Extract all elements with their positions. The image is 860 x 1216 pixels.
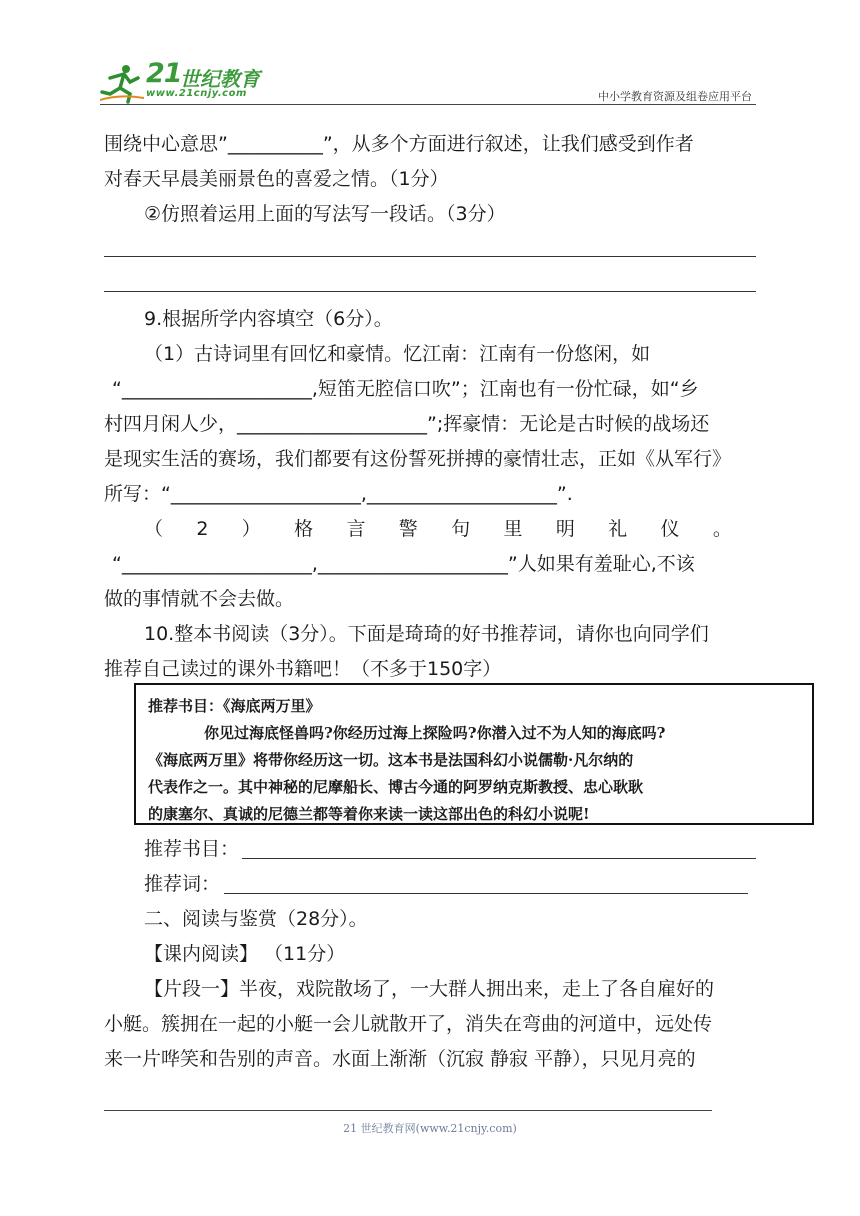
text-line: “____________________,短笛无腔信口吹”；江南也有一份忙碌，如“乡 xyxy=(112,378,699,400)
rec-book-label: 推荐书目： xyxy=(144,838,240,860)
header-divider xyxy=(100,104,756,105)
header-tagline: 中小学教育资源及组卷应用平台 xyxy=(598,90,752,103)
char: ） xyxy=(241,518,261,540)
text-line: 【片段一】半夜，戏院散场了，一大群人拥出来，走上了各自雇好的 xyxy=(144,978,715,1000)
rec-words-answer-line[interactable] xyxy=(224,893,748,894)
logo-number: 21 xyxy=(146,58,182,89)
box-line: 《海底两万里》将带你经历这一切。这本书是法国科幻小说儒勒·凡尔纳的 xyxy=(148,751,634,769)
rec-book-answer-line[interactable] xyxy=(242,858,756,859)
text-line: 对春天早晨美丽景色的喜爱之情。（1分） xyxy=(104,168,449,190)
text-line: 来一片哗笑和告别的声音。水面上渐渐（沉寂 静寂 平静），只见月亮的 xyxy=(104,1048,696,1070)
char: 仪 xyxy=(660,518,680,540)
char: （ xyxy=(144,518,164,540)
text-line: ②仿照着运用上面的写法写一段话。（3分） xyxy=(144,203,506,225)
box-line: 的康塞尔、真诚的尼德兰都等着你来读一读这部出色的科幻小说呢! xyxy=(148,805,590,823)
text-line: 所写：“____________________,____________________”. xyxy=(104,483,573,505)
text-line: 做的事情就不会去做。 xyxy=(104,588,295,610)
text-line: 村四月闲人少，____________________”;挥豪情：无论是古时候的战场还 xyxy=(104,413,710,435)
section-2-title: 二、阅读与鉴赏（28分）。 xyxy=(144,908,368,930)
logo-text: 世纪教育 xyxy=(180,67,260,91)
question-10: 10.整本书阅读（3分）。下面是琦琦的好书推荐词，请你也向同学们 xyxy=(144,623,709,645)
box-line: 推荐书目：《海底两万里》 xyxy=(148,697,321,715)
text-line: 是现实生活的赛场，我们都要有这份誓死拼搏的豪情壮志，正如《从军行》 xyxy=(104,448,732,470)
char: 明 xyxy=(555,518,575,540)
rec-words-label: 推荐词： xyxy=(144,873,221,895)
box-line: 你见过海底怪兽吗?你经历过海上探险吗?你潜入过不为人知的海底吗? xyxy=(204,724,666,742)
char: 句 xyxy=(451,518,471,540)
char: 2 xyxy=(196,518,209,540)
footer-text: 21 世纪教育网(www.21cnjy.com) xyxy=(343,1122,517,1135)
runner-logo-icon xyxy=(100,64,144,104)
text-line: （1）古诗词里有回忆和豪情。忆江南：江南有一份悠闲，如 xyxy=(144,343,651,365)
answer-line xyxy=(104,291,756,292)
page-header xyxy=(100,58,756,104)
char: 里 xyxy=(503,518,523,540)
footer-divider xyxy=(104,1110,712,1111)
text-line: 围绕中心意思”__________”，从多个方面进行叙述，让我们感受到作者 xyxy=(104,133,694,155)
char: 言 xyxy=(346,518,366,540)
in-class-reading: 【课内阅读】 （11分） xyxy=(144,943,346,965)
char: 礼 xyxy=(608,518,628,540)
logo-url: www.21cnjy.com xyxy=(146,88,247,99)
text-line: 推荐自己读过的课外书籍吧！（不多于150字） xyxy=(104,658,502,680)
answer-line xyxy=(104,256,756,257)
justified-line xyxy=(144,516,732,542)
text-line: 小艇。簇拥在一起的小艇一会儿就散开了，消失在弯曲的河道中，远处传 xyxy=(104,1013,713,1035)
char: 。 xyxy=(712,518,732,540)
char: 格 xyxy=(294,518,314,540)
text-line: “____________________,____________________”人如果有羞耻心,不该 xyxy=(112,553,695,575)
recommendation-box xyxy=(134,683,814,825)
box-line: 代表作之一。其中神秘的尼摩船长、博古今通的阿罗纳克斯教授、忠心耿耿 xyxy=(148,778,644,796)
char: 警 xyxy=(398,518,418,540)
site-logo xyxy=(100,58,270,104)
question-9: 9.根据所学内容填空（6分）。 xyxy=(144,308,393,330)
